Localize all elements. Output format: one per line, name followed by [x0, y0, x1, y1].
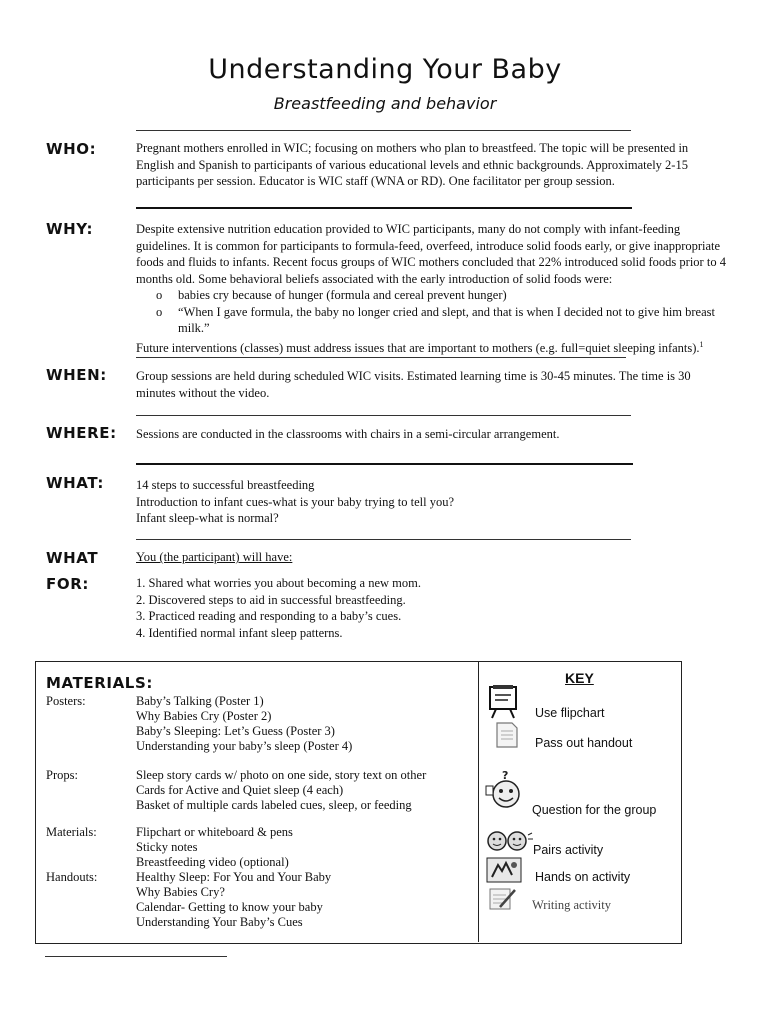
list-item: Baby’s Talking (Poster 1): [136, 694, 264, 708]
list-item: Healthy Sleep: For You and Your Baby: [136, 870, 332, 884]
page-subtitle: Breastfeeding and behavior: [273, 94, 497, 113]
bullet-mark: o: [156, 304, 163, 319]
list-item: 1. Shared what worries you about becoming a new mom.: [136, 576, 422, 590]
divider: [136, 539, 631, 540]
props-label: Props:: [46, 768, 78, 782]
what-for-label: WHAT FOR:: [46, 549, 99, 593]
list-item: 4. Identified normal infant sleep patterns.: [136, 625, 343, 640]
divider: [136, 207, 632, 209]
key-label: Hands on activity: [535, 870, 631, 884]
where-text: Sessions are conducted in the classrooms with chairs in a semi-circular arrangement.: [136, 427, 560, 441]
page-title: Understanding Your Baby: [208, 54, 562, 85]
when-text: Group sessions are held during scheduled WIC visits. Estimated learning time is 30-45 minutes. The time is 30 minutes without the video.: [136, 369, 691, 400]
list-item: o babies cry because of hunger (formula and cereal prevent hunger): [156, 288, 507, 302]
why-label: WHY:: [46, 220, 94, 238]
divider: [136, 463, 633, 465]
question-face-icon: [484, 768, 526, 815]
materials-list: [136, 825, 293, 870]
list-item: Understanding your baby’s sleep (Poster 4): [136, 739, 353, 753]
handouts-list: [136, 870, 331, 930]
when-label: WHEN:: [46, 366, 107, 384]
posters-label: Posters:: [46, 694, 86, 708]
key-label: Use flipchart: [535, 706, 605, 720]
list-item: 14 steps to successful breastfeeding: [136, 478, 315, 492]
list-item: Breastfeeding video (optional): [136, 855, 289, 869]
flipchart-icon: [486, 683, 522, 724]
list-item: Why Babies Cry?: [136, 885, 225, 899]
list-item: Introduction to infant cues-what is your baby trying to tell you?: [136, 494, 454, 509]
hands-on-icon: [486, 857, 522, 888]
where-label: WHERE:: [46, 424, 117, 442]
why-section: [136, 221, 728, 356]
bullet-mark: o: [156, 288, 163, 302]
list-item: 3. Practiced reading and responding to a baby’s cues.: [136, 609, 402, 623]
list-item: Sticky notes: [136, 840, 198, 854]
svg-text:?: ?: [502, 769, 509, 782]
list-item: Infant sleep-what is normal?: [136, 511, 279, 525]
what-for-intro: You (the participant) will have:: [136, 550, 293, 564]
key-title: KEY: [565, 670, 594, 686]
list-item: Flipchart or whiteboard & pens: [136, 825, 293, 839]
handouts-label: Handouts:: [46, 870, 98, 884]
list-item: Calendar- Getting to know your baby: [136, 900, 323, 914]
key-label: Writing activity: [532, 898, 611, 912]
list-item: Baby’s Sleeping: Let’s Guess (Poster 3): [136, 724, 335, 738]
materials-title: MATERIALS:: [46, 674, 153, 692]
list-item: Cards for Active and Quiet sleep (4 each): [136, 783, 344, 797]
who-text: Pregnant mothers enrolled in WIC; focusing on mothers who plan to breastfeed. The topic will be presented in English and Spanish to participants of various educational levels and ethnic backgrounds. Approximately 2-15 participants per session. Educator is WIC staff (WNA or RD). One facilitator per group session.: [136, 141, 689, 188]
key-label: Question for the group: [532, 803, 657, 817]
key-label: Pass out handout: [535, 736, 633, 750]
footnote-mark: 1: [699, 339, 704, 349]
divider: [136, 415, 631, 416]
why-closing: Future interventions (classes) must address issues that are important to mothers (e.g. full=quiet sleeping infants).$^1$: [136, 339, 704, 355]
materials-label: Materials:: [46, 825, 97, 839]
divider: [136, 357, 626, 358]
list-item: Why Babies Cry (Poster 2): [136, 709, 272, 723]
key-label: Pairs activity: [533, 843, 604, 857]
list-item: o “When I gave formula, the baby no longer cried and slept, and that is when I decided not to give him breast milk.”: [156, 304, 715, 335]
list-item: Understanding Your Baby’s Cues: [136, 915, 303, 929]
list-item: Basket of multiple cards labeled cues, sleep, or feeding: [136, 798, 412, 812]
handout-icon: [494, 721, 520, 754]
writing-icon: [488, 886, 518, 917]
what-for-list: [136, 575, 728, 641]
posters-list: [136, 694, 352, 754]
why-text: Despite extensive nutrition education provided to WIC participants, many do not comply with infant-feeding guidelines. It is common for participants to formula-feed, overfeed, introduce solid foods early, or give inappropriate foods and fluids to infants. Recent focus groups of WIC mothers concluded that 22% introduced solid foods prior to 4 months old. Some behavioral beliefs associated with the early introduction of solid foods were:: [136, 222, 726, 286]
list-item: 2. Discovered steps to aid in successful breastfeeding.: [136, 592, 406, 607]
what-list: [136, 477, 728, 527]
divider: [136, 130, 631, 131]
pairs-icon: [486, 829, 534, 858]
what-label: WHAT:: [46, 474, 104, 492]
footnote-divider: [45, 956, 227, 957]
who-label: WHO:: [46, 140, 97, 158]
props-list: [136, 768, 426, 813]
list-item: Sleep story cards w/ photo on one side, story text on other: [136, 768, 427, 782]
